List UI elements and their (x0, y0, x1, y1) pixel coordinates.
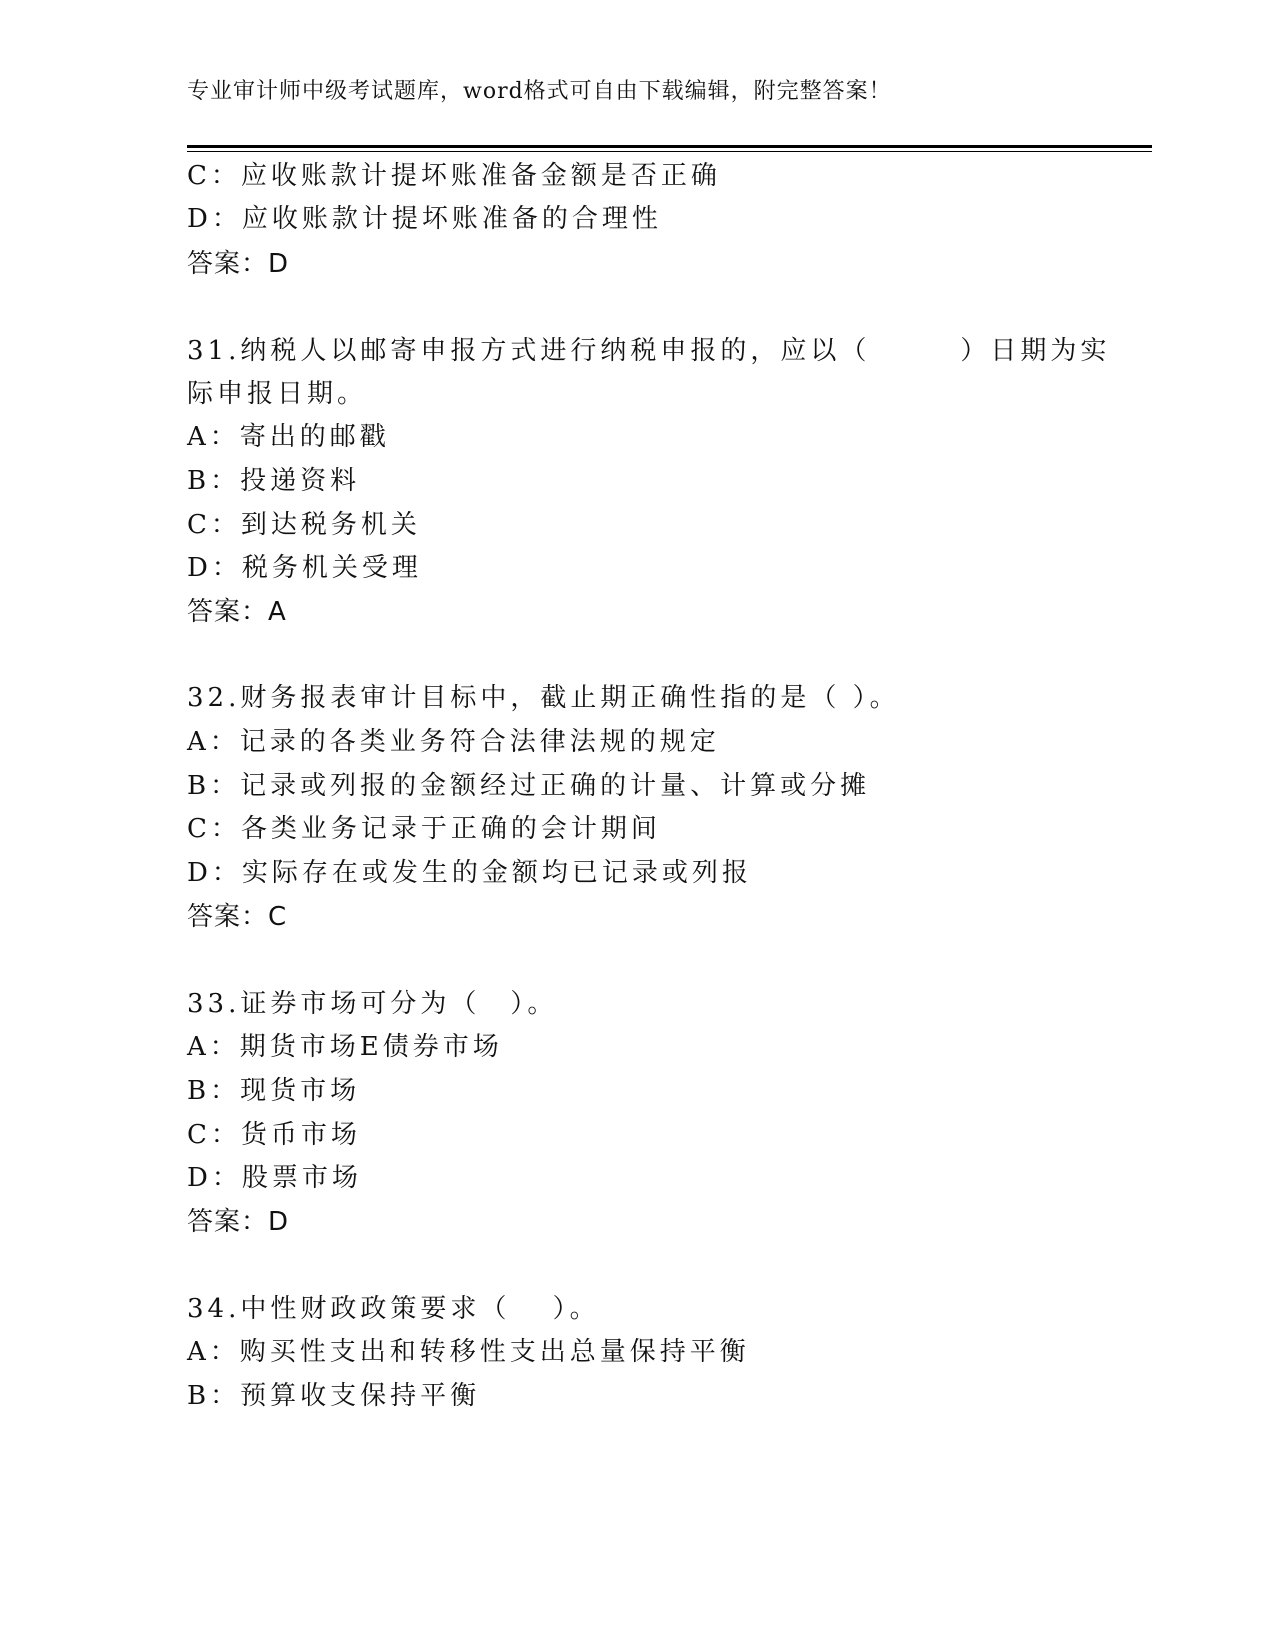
option-b: B：现货市场 (187, 1076, 361, 1106)
header-rule-thin (187, 151, 1152, 152)
option-d: D：股票市场 (187, 1163, 362, 1193)
option-c: C：各类业务记录于正确的会计期间 (187, 814, 661, 844)
option-a: A：记录的各类业务符合法律法规的规定 (187, 727, 720, 757)
question-stem: 33.证券市场可分为（ ）。 (187, 989, 558, 1019)
header-rule-thick (187, 145, 1152, 148)
answer-line: 答案：D (187, 1207, 290, 1237)
option-a: A：寄出的邮戳 (187, 422, 390, 452)
question-stem: 31.纳税人以邮寄申报方式进行纳税申报的，应以（ ）日期为实 (187, 336, 1111, 366)
option-d: D：应收账款计提坏账准备的合理性 (187, 204, 662, 234)
option-c: C：货币市场 (187, 1120, 361, 1150)
option-c: C：应收账款计提坏账准备金额是否正确 (187, 161, 721, 191)
question-stem: 32.财务报表审计目标中，截止期正确性指的是（ ）。 (187, 683, 900, 713)
option-b: B：投递资料 (187, 466, 361, 496)
option-b: B：记录或列报的金额经过正确的计量、计算或分摊 (187, 771, 871, 801)
option-d: D：实际存在或发生的金额均已记录或列报 (187, 858, 752, 888)
option-a: A：期货市场E债券市场 (187, 1032, 503, 1062)
page-header: 专业审计师中级考试题库，word格式可自由下载编辑，附完整答案！ (187, 79, 892, 104)
answer-line: 答案：D (187, 249, 290, 279)
option-b: B：预算收支保持平衡 (187, 1381, 481, 1411)
answer-line: 答案：A (187, 597, 287, 627)
question-stem-continued: 际申报日期。 (187, 379, 368, 409)
option-a: A：购买性支出和转移性支出总量保持平衡 (187, 1337, 750, 1367)
answer-line: 答案：C (187, 902, 288, 932)
option-c: C：到达税务机关 (187, 510, 421, 540)
question-stem: 34.中性财政政策要求（ ）。 (187, 1294, 600, 1324)
option-d: D：税务机关受理 (187, 553, 422, 583)
